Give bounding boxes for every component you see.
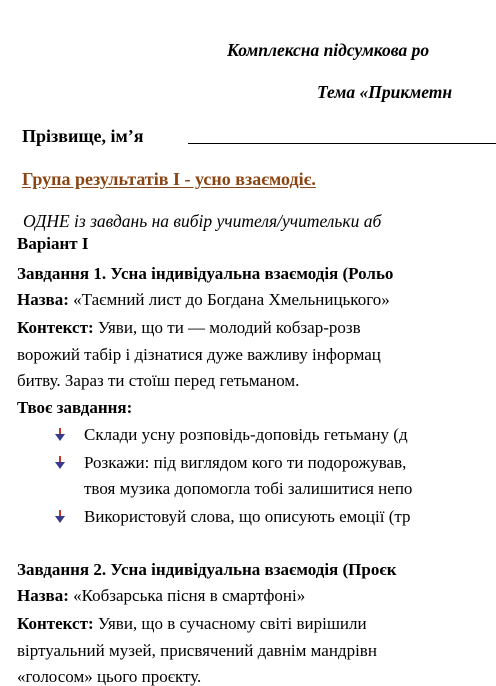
task1-bullet-2: Розкажи: під виглядом кого ти подорожував,	[84, 453, 407, 472]
down-arrow-bullet-icon	[55, 510, 65, 524]
task1-name-value: «Таємний лист до Богдана Хмельницького»	[68, 290, 390, 309]
down-arrow-bullet-icon	[55, 428, 65, 442]
task2-context-line-3: «голосом» цього проєкту.	[17, 667, 202, 686]
variant-heading: Варіант І	[17, 234, 89, 253]
task1-bullet-3: Використовуй слова, що описують емоції (тр	[84, 507, 411, 526]
instruction-text: ОДНЕ із завдань на вибір учителя/учительки аб	[23, 211, 382, 231]
task2-context-line-1: Контекст: Уяви, що в сучасному світі вирішили	[17, 614, 367, 633]
down-arrow-bullet-icon	[55, 456, 65, 470]
task2-heading: Завдання 2. Усна індивідуальна взаємодія (Проєк	[17, 560, 397, 579]
student-name-field[interactable]	[188, 143, 496, 144]
task1-context-label: Контекст:	[17, 318, 94, 337]
task2-context-line-2: віртуальний музей, присвячений давнім мандрівн	[17, 641, 377, 660]
task1-bullet-1: Склади усну розповідь-доповідь гетьману (д	[84, 425, 408, 444]
document-theme: Тема «Прикметн	[317, 82, 453, 102]
task1-context-line-1: Контекст: Уяви, що ти — молодий кобзар-розв	[17, 318, 361, 337]
document-title: Комплексна підсумкова ро	[227, 40, 430, 60]
task2-context-label: Контекст:	[17, 614, 94, 633]
task1-context-line-2: ворожий табір і дізнатися дуже важливу інформац	[17, 345, 381, 364]
task2-name-value: «Кобзарська пісня в смартфоні»	[68, 586, 306, 605]
task1-context-line-3: битву. Зараз ти стоїш перед гетьманом.	[17, 371, 300, 390]
task1-name-line	[17, 290, 390, 310]
student-name-label: Прізвище, ім’я	[22, 126, 144, 146]
group-title: Група результатів І - усно взаємодіє.	[22, 169, 316, 189]
task2-name-label: Назва:	[17, 586, 69, 605]
task1-name-label: Назва:	[17, 290, 69, 309]
task1-bullet-2-cont: твоя музика допомогла тобі залишитися непо	[84, 479, 413, 498]
task1-heading: Завдання 1. Усна індивідуальна взаємодія (Рольо	[17, 264, 394, 283]
task2-name-line	[17, 586, 305, 606]
task1-your-task-label: Твоє завдання:	[17, 398, 133, 417]
